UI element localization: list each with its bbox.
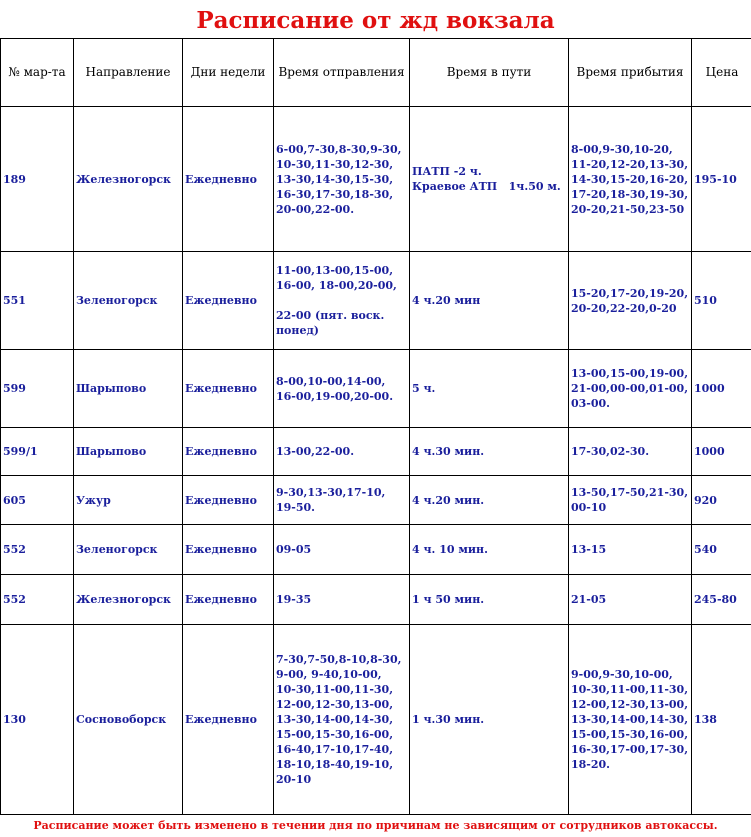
arrival-line: 18-20.: [571, 758, 611, 771]
table-row: [1, 428, 751, 476]
travel-time-line: 4 ч.20 мин.: [412, 493, 485, 507]
price-cell: 1000: [692, 350, 751, 428]
travel-time-cell: [410, 476, 569, 525]
price-cell: 245-80: [692, 575, 751, 625]
departure-line: понед): [276, 324, 319, 337]
price-cell: 195-10: [692, 107, 751, 252]
departure-line: 7-30,7-50,8-10,8-30,: [276, 653, 402, 666]
footer-notice: Расписание может быть изменено в течении дня по причинам не зависящим от сотрудников автокассы.: [33, 819, 718, 832]
arrival-line: 20-20,21-50,23-50: [571, 202, 685, 216]
departure-line: 19-35: [276, 593, 312, 606]
departure-line: 16-00,19-00,20-00.: [276, 389, 394, 403]
column-header-price: Цена: [692, 39, 751, 107]
days-cell: Ежедневно: [183, 428, 274, 476]
direction-cell: Железногорск: [74, 575, 183, 625]
route-cell: 599: [1, 350, 74, 428]
table-row: [1, 350, 751, 428]
travel-time-cell: [410, 625, 569, 815]
arrival-cell: [569, 107, 692, 252]
price-cell: 920: [692, 476, 751, 525]
table-body: [1, 107, 751, 815]
schedule-table: [0, 38, 751, 815]
table-row: [1, 476, 751, 525]
days-cell: Ежедневно: [183, 107, 274, 252]
arrival-line: 12-00,12-30,13-00,: [571, 698, 689, 711]
departure-line: 09-05: [276, 543, 312, 556]
direction-cell: Шарыпово: [74, 350, 183, 428]
departure-cell: [274, 575, 410, 625]
departure-line: 15-00,15-30,16-00,: [276, 728, 394, 741]
route-cell: 551: [1, 252, 74, 350]
arrival-line: 13-30,14-00,14-30,: [571, 713, 689, 726]
travel-time-line: ПАТП -2 ч.: [412, 165, 482, 178]
arrival-line: 14-30,15-20,16-20,: [571, 172, 689, 186]
direction-cell: Сосновоборск: [74, 625, 183, 815]
departure-cell: [274, 525, 410, 575]
column-header-departure: Время отправления: [274, 39, 410, 107]
page-title: Расписание от жд вокзала: [196, 7, 555, 34]
travel-time-cell: [410, 575, 569, 625]
departure-line: 16-00, 18-00,20-00,: [276, 279, 397, 292]
column-header-days: Дни недели: [183, 39, 274, 107]
arrival-line: 17-30,02-30.: [571, 445, 650, 458]
arrival-line: 15-00,15-30,16-00,: [571, 728, 689, 741]
travel-time-cell: [410, 252, 569, 350]
direction-cell: Ужур: [74, 476, 183, 525]
column-header-route: № мар-та: [1, 39, 74, 107]
arrival-line: 16-30,17-00,17-30,: [571, 743, 689, 756]
travel-time-cell: [410, 428, 569, 476]
departure-line: 11-00,13-00,15-00,: [276, 264, 394, 277]
column-header-direction: Направление: [74, 39, 183, 107]
departure-line: 8-00,10-00,14-00,: [276, 374, 386, 388]
arrival-line: 11-20,12-20,13-30,: [571, 157, 689, 171]
departure-line: 9-00, 9-40,10-00,: [276, 668, 382, 681]
arrival-line: 21-00,00-00,01-00,: [571, 382, 689, 395]
days-cell: Ежедневно: [183, 476, 274, 525]
route-cell: 605: [1, 476, 74, 525]
departure-cell: [274, 625, 410, 815]
arrival-line: 03-00.: [571, 397, 611, 410]
departure-line: 6-00,7-30,8-30,9-30,: [276, 142, 402, 156]
arrival-line: 13-00,15-00,19-00,: [571, 367, 689, 380]
arrival-line: 15-20,17-20,19-20,: [571, 286, 689, 300]
days-cell: Ежедневно: [183, 575, 274, 625]
price-cell: 1000: [692, 428, 751, 476]
travel-time-cell: [410, 525, 569, 575]
arrival-cell: [569, 525, 692, 575]
arrival-line: 13-15: [571, 543, 607, 556]
travel-time-line: 1 ч.30 мин.: [412, 713, 485, 726]
days-cell: Ежедневно: [183, 350, 274, 428]
departure-line: 18-10,18-40,19-10,: [276, 758, 394, 771]
departure-cell: [274, 107, 410, 252]
arrival-line: 13-50,17-50,21-30,: [571, 486, 689, 499]
arrival-cell: [569, 575, 692, 625]
travel-time-line: 4 ч.20 мин: [412, 294, 481, 307]
departure-line: 10-30,11-00,11-30,: [276, 683, 394, 696]
price-cell: 510: [692, 252, 751, 350]
departure-line: 20-00,22-00.: [276, 202, 355, 216]
departure-line: 12-00,12-30,13-00,: [276, 698, 394, 711]
departure-line: 13-30,14-00,14-30,: [276, 713, 394, 726]
direction-cell: Зеленогорск: [74, 525, 183, 575]
direction-cell: Железногорск: [74, 107, 183, 252]
departure-cell: [274, 476, 410, 525]
arrival-line: 10-30,11-00,11-30,: [571, 683, 689, 696]
departure-line: 13-00,22-00.: [276, 445, 355, 458]
table-header-row: [1, 39, 751, 107]
table-row: [1, 252, 751, 350]
table-row: [1, 575, 751, 625]
direction-cell: Шарыпово: [74, 428, 183, 476]
arrival-cell: [569, 252, 692, 350]
arrival-cell: [569, 625, 692, 815]
departure-line: 10-30,11-30,12-30,: [276, 157, 394, 171]
table-row: [1, 525, 751, 575]
days-cell: Ежедневно: [183, 252, 274, 350]
departure-line: 16-30,17-30,18-30,: [276, 187, 394, 201]
travel-time-line: 4 ч. 10 мин.: [412, 543, 488, 556]
departure-line: 22-00 (пят. воск.: [276, 309, 385, 322]
arrival-line: 20-20,22-20,0-20: [571, 301, 677, 315]
arrival-line: 17-20,18-30,19-30,: [571, 187, 689, 201]
days-cell: Ежедневно: [183, 625, 274, 815]
arrival-cell: [569, 428, 692, 476]
departure-line: 20-10: [276, 773, 312, 786]
price-cell: 540: [692, 525, 751, 575]
route-cell: 552: [1, 525, 74, 575]
days-cell: Ежедневно: [183, 525, 274, 575]
table-row: [1, 625, 751, 815]
departure-cell: [274, 350, 410, 428]
departure-line: 13-30,14-30,15-30,: [276, 172, 394, 186]
route-cell: 189: [1, 107, 74, 252]
column-header-travel-time: Время в пути: [410, 39, 569, 107]
departure-cell: [274, 252, 410, 350]
travel-time-cell: [410, 107, 569, 252]
travel-time-cell: [410, 350, 569, 428]
arrival-line: 00-10: [571, 501, 607, 514]
travel-time-line: 5 ч.: [412, 382, 436, 395]
departure-line: [276, 293, 407, 308]
departure-line: 19-50.: [276, 501, 316, 514]
departure-cell: [274, 428, 410, 476]
column-header-arrival: Время прибытия: [569, 39, 692, 107]
arrival-cell: [569, 476, 692, 525]
price-cell: 138: [692, 625, 751, 815]
arrival-line: 21-05: [571, 593, 607, 606]
route-cell: 552: [1, 575, 74, 625]
departure-line: 9-30,13-30,17-10,: [276, 486, 386, 499]
travel-time-line: Краевое АТП 1ч.50 м.: [412, 180, 561, 193]
departure-line: 16-40,17-10,17-40,: [276, 743, 394, 756]
arrival-line: 9-00,9-30,10-00,: [571, 668, 673, 681]
direction-cell: Зеленогорск: [74, 252, 183, 350]
table-row: [1, 107, 751, 252]
travel-time-line: 1 ч 50 мин.: [412, 593, 485, 606]
travel-time-line: 4 ч.30 мин.: [412, 445, 485, 458]
route-cell: 130: [1, 625, 74, 815]
arrival-cell: [569, 350, 692, 428]
route-cell: 599/1: [1, 428, 74, 476]
arrival-line: 8-00,9-30,10-20,: [571, 142, 673, 156]
